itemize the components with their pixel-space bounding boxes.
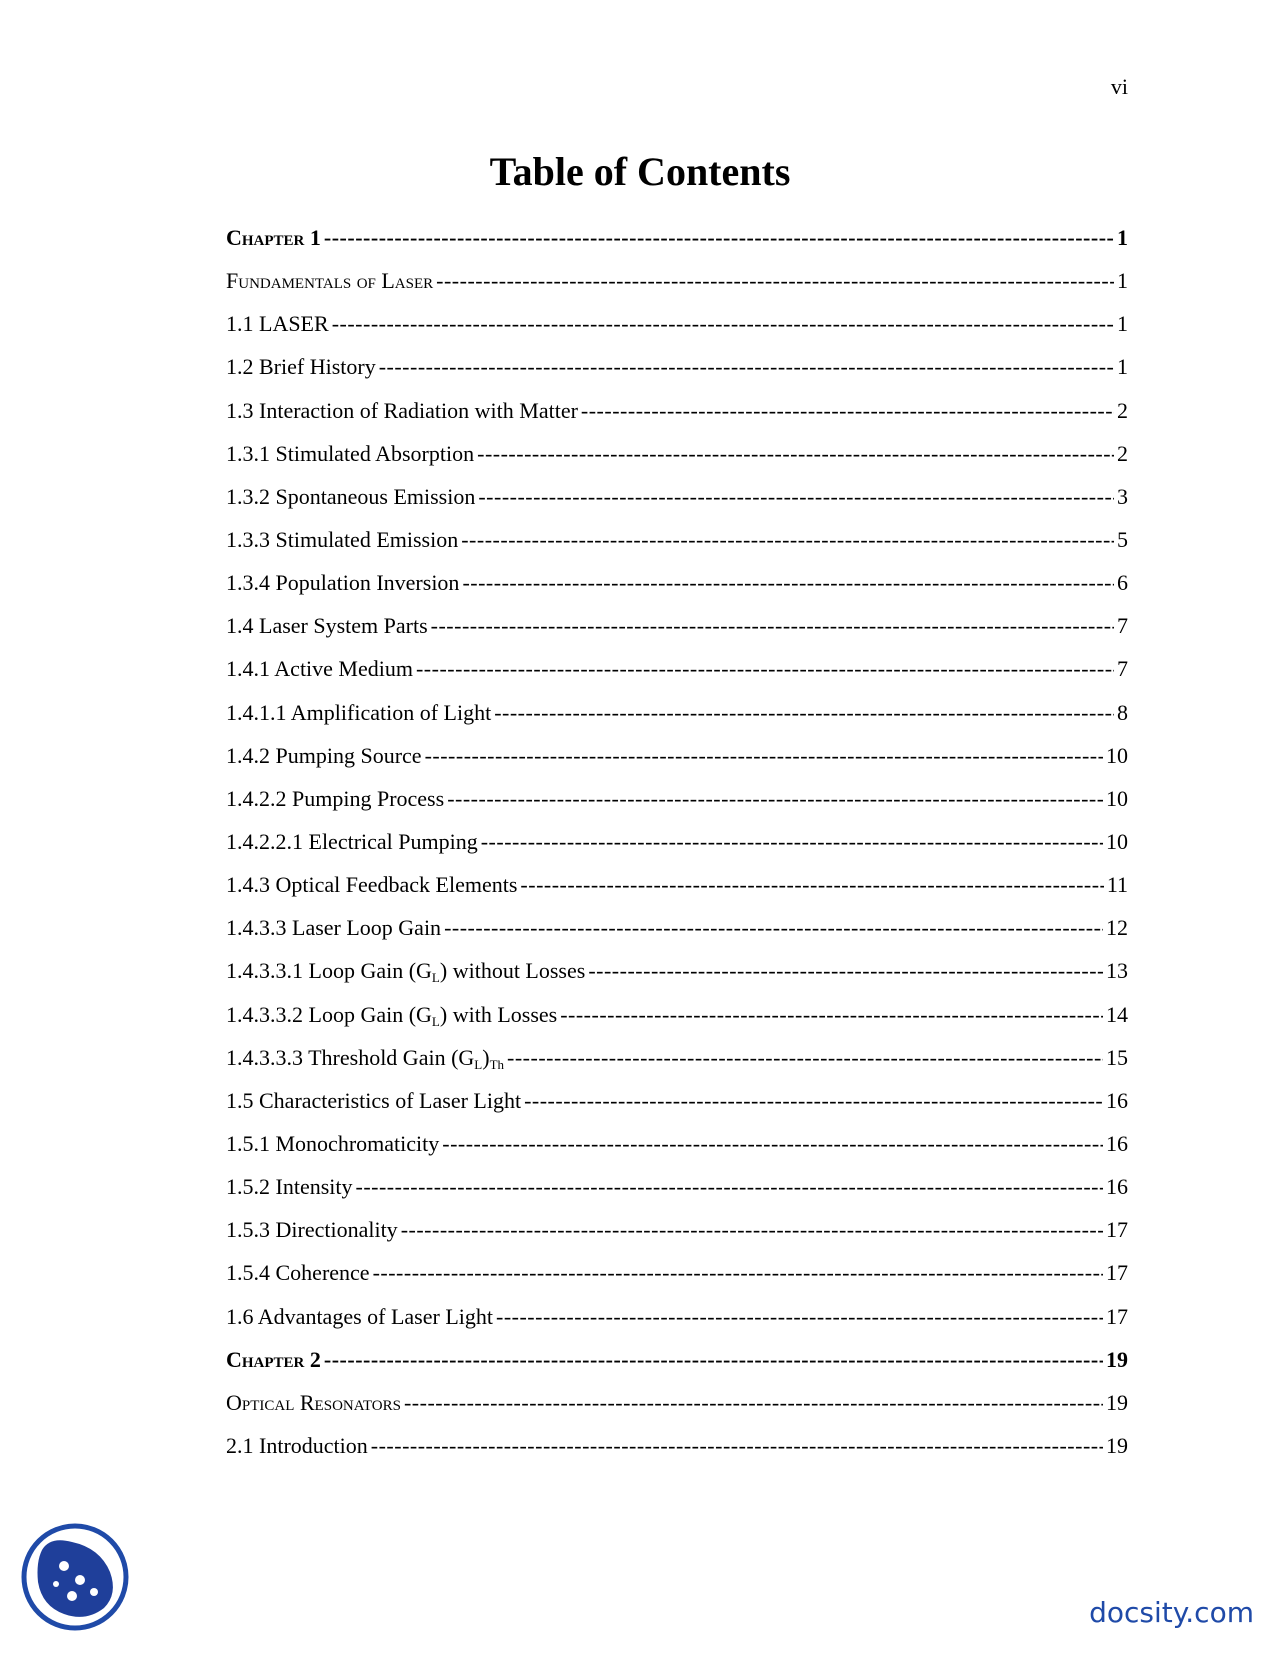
toc-label: 1.3.1 Stimulated Absorption (226, 440, 475, 466)
toc-label-text: 1.4.3.3.2 Loop Gain (G (226, 1001, 432, 1027)
toc-leader (416, 647, 1114, 690)
toc-chapter-2[interactable] (226, 1338, 1128, 1381)
toc-page: 17 (1106, 1260, 1128, 1286)
toc-page: 1 (1117, 311, 1128, 337)
docsity-logo-icon (20, 1522, 130, 1632)
toc-page: 5 (1117, 526, 1128, 552)
toc-page: 16 (1106, 1130, 1128, 1156)
toc-label: 1.4.2 Pumping Source (226, 742, 422, 768)
toc-page: 1 (1117, 225, 1128, 250)
toc-label: 1.3.4 Population Inversion (226, 570, 460, 596)
toc-leader (588, 949, 1103, 992)
toc-label: 1.5.2 Intensity (226, 1174, 353, 1200)
toc-label: 1.6 Advantages of Laser Light (226, 1303, 493, 1329)
toc-leader (324, 216, 1114, 259)
toc-entry[interactable] (226, 1295, 1128, 1338)
toc-entry[interactable] (226, 691, 1128, 734)
toc-page: 13 (1106, 958, 1128, 984)
toc-entry[interactable] (226, 1424, 1128, 1467)
toc-page: 3 (1117, 483, 1128, 509)
toc-entry[interactable] (226, 475, 1128, 518)
toc-label-text: ) (482, 1044, 490, 1070)
toc-page: 12 (1106, 915, 1128, 941)
page-title: Table of Contents (489, 149, 791, 194)
toc-leader (373, 1251, 1103, 1294)
toc-entry[interactable] (226, 561, 1128, 604)
toc-leader (524, 1079, 1103, 1122)
toc-entry[interactable] (226, 647, 1128, 690)
toc-label: 1.3.2 Spontaneous Emission (226, 483, 476, 509)
toc-label: 1.5 Characteristics of Laser Light (226, 1087, 522, 1113)
toc-leader (507, 1036, 1103, 1079)
toc-entry[interactable] (226, 1165, 1128, 1208)
toc-entry[interactable] (226, 432, 1128, 475)
toc-label-text: 1.4.3.3.1 Loop Gain (G (226, 958, 432, 984)
toc-leader (477, 432, 1114, 475)
toc-page: 19 (1106, 1432, 1128, 1458)
toc-label: 1.3.3 Stimulated Emission (226, 526, 459, 552)
toc-leader (461, 518, 1114, 561)
toc-label-text: ) with Losses (439, 1001, 558, 1027)
toc-label: 1.4 Laser System Parts (226, 613, 428, 639)
toc-label: 1.5.1 Monochromaticity (226, 1130, 440, 1156)
toc-label-text: 1.4.3.3.3 Threshold Gain (G (226, 1044, 475, 1070)
table-of-contents (226, 216, 1128, 1467)
toc-leader (496, 1295, 1103, 1338)
toc-entry[interactable] (226, 302, 1128, 345)
toc-page: 7 (1117, 656, 1128, 682)
subscript: Th (489, 1056, 505, 1072)
toc-leader (462, 561, 1114, 604)
toc-label: 2.1 Introduction (226, 1432, 368, 1458)
toc-page: 10 (1106, 828, 1128, 854)
toc-section-fundamentals[interactable] (226, 259, 1128, 302)
toc-label: Chapter 2 (226, 1346, 321, 1372)
toc-page: 10 (1106, 785, 1128, 811)
toc-page: 10 (1106, 742, 1128, 768)
toc-page: 15 (1106, 1044, 1128, 1070)
toc-label: 1.3 Interaction of Radiation with Matter (226, 397, 578, 423)
toc-leader (356, 1165, 1104, 1208)
toc-label: Fundamentals of Laser (226, 268, 434, 294)
toc-leader (560, 993, 1103, 1036)
toc-section-optical-resonators[interactable] (226, 1381, 1128, 1424)
toc-entry[interactable] (226, 1208, 1128, 1251)
toc-page: 19 (1106, 1346, 1128, 1372)
toc-entry[interactable] (226, 604, 1128, 647)
docsity-brand-link[interactable]: docsity.com (1089, 1596, 1254, 1629)
subscript: L (474, 1056, 483, 1072)
toc-leader (371, 1424, 1103, 1467)
toc-label: 1.4.2.2.1 Electrical Pumping (226, 828, 478, 854)
toc-entry[interactable] (226, 1122, 1128, 1165)
toc-entry[interactable] (226, 906, 1128, 949)
toc-label: 1.5.3 Directionality (226, 1217, 398, 1243)
toc-label: 1.5.4 Coherence (226, 1260, 370, 1286)
toc-leader (379, 345, 1114, 388)
toc-entry[interactable] (226, 820, 1128, 863)
toc-page: 7 (1117, 613, 1128, 639)
toc-leader (444, 906, 1103, 949)
toc-entry[interactable] (226, 734, 1128, 777)
toc-label: Optical Resonators (226, 1389, 401, 1415)
toc-leader (494, 691, 1114, 734)
page-number: vi (1110, 74, 1128, 99)
toc-entry[interactable] (226, 1079, 1128, 1122)
toc-leader (447, 777, 1103, 820)
toc-page: 11 (1106, 872, 1128, 898)
toc-page: 8 (1117, 699, 1128, 725)
toc-leader (436, 259, 1114, 302)
toc-entry[interactable] (226, 993, 1128, 1036)
toc-page: 1 (1117, 268, 1128, 294)
toc-entry[interactable] (226, 777, 1128, 820)
toc-label: 1.4.2.2 Pumping Process (226, 785, 445, 811)
toc-leader (401, 1208, 1103, 1251)
toc-label: 1.2 Brief History (226, 354, 376, 380)
toc-page: 17 (1106, 1217, 1128, 1243)
toc-page: 14 (1106, 1001, 1128, 1027)
toc-entry[interactable] (226, 518, 1128, 561)
toc-page: 6 (1117, 570, 1128, 596)
toc-page: 2 (1117, 397, 1128, 423)
toc-label: 1.4.3 Optical Feedback Elements (226, 872, 518, 898)
toc-label: 1.4.1.1 Amplification of Light (226, 699, 492, 725)
toc-page: 17 (1106, 1303, 1128, 1329)
toc-leader (478, 475, 1114, 518)
toc-leader (431, 604, 1114, 647)
toc-leader (581, 389, 1114, 432)
toc-page: 1 (1117, 354, 1128, 380)
toc-label-text: ) without Losses (439, 958, 586, 984)
toc-entry[interactable] (226, 1251, 1128, 1294)
toc-entry[interactable] (226, 949, 1128, 992)
toc-entry[interactable] (226, 1036, 1128, 1079)
toc-leader (332, 302, 1114, 345)
toc-page: 2 (1117, 440, 1128, 466)
subscript: L (431, 970, 440, 986)
toc-label: 1.4.1 Active Medium (226, 656, 413, 682)
toc-entry[interactable] (226, 389, 1128, 432)
toc-label (226, 1036, 507, 1079)
toc-page: 16 (1106, 1174, 1128, 1200)
toc-leader (520, 863, 1103, 906)
toc-leader (442, 1122, 1103, 1165)
toc-leader (404, 1381, 1103, 1424)
toc-label: 1.1 LASER (226, 311, 329, 337)
toc-label (226, 949, 588, 992)
toc-page: 19 (1106, 1389, 1128, 1415)
toc-chapter-1[interactable] (226, 216, 1128, 259)
toc-leader (324, 1338, 1103, 1381)
toc-leader (425, 734, 1103, 777)
toc-label: Chapter 1 (226, 225, 321, 250)
toc-page: 16 (1106, 1087, 1128, 1113)
subscript: L (431, 1013, 440, 1029)
toc-entry[interactable] (226, 863, 1128, 906)
toc-label: 1.4.3.3 Laser Loop Gain (226, 915, 442, 941)
toc-leader (481, 820, 1103, 863)
toc-entry[interactable] (226, 345, 1128, 388)
toc-label (226, 993, 560, 1036)
